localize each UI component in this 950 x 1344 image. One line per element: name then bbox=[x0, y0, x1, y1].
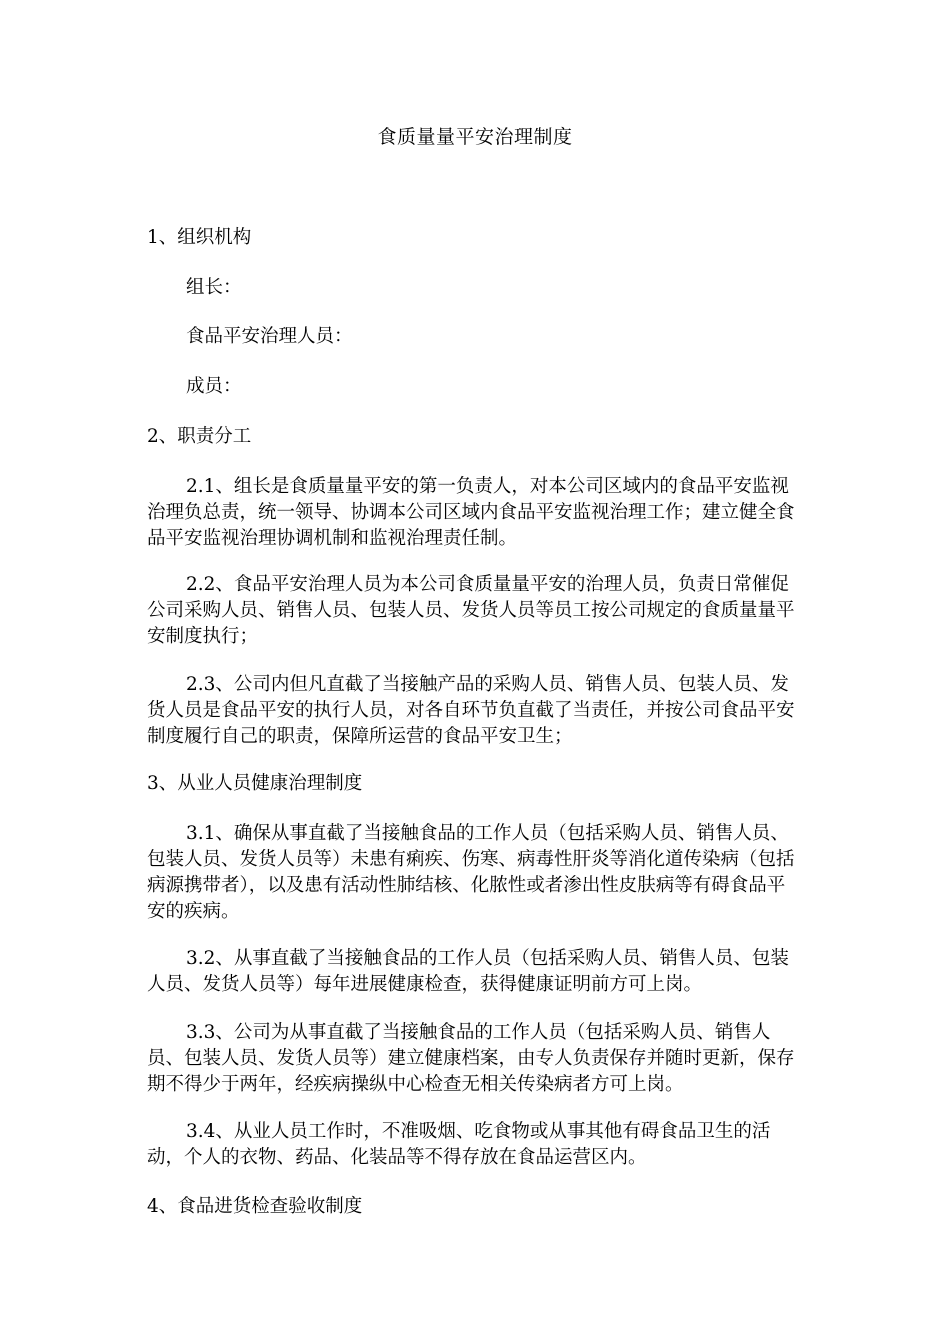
section-heading-organization: 1、组织机构 bbox=[147, 227, 252, 248]
section-heading-responsibilities: 2、职责分工 bbox=[147, 426, 252, 447]
section-heading-incoming-inspection: 4、食品进货检查验收制度 bbox=[147, 1196, 363, 1217]
org-item-leader: 组长： bbox=[186, 277, 242, 298]
paragraph-3-3: 3.3、公司为从事直截了当接触食品的工作人员（包括采购人员、销售人员、包装人员、发货人员等）建立健康档案，由专人负责保存并随时更新，保存期不得少于两年，经疾病操纵中心检查无相关传染病者方可上岗。 bbox=[147, 1022, 795, 1095]
org-item-safety-manager: 食品平安治理人员： bbox=[186, 326, 353, 347]
section-heading-health-management: 3、从业人员健康治理制度 bbox=[147, 773, 363, 794]
org-item-members: 成员： bbox=[186, 376, 242, 397]
paragraph-2-2: 2.2、食品平安治理人员为本公司食质量量平安的治理人员，负责日常催促公司采购人员、销售人员、包装人员、发货人员等员工按公司规定的食质量量平安制度执行； bbox=[147, 574, 795, 647]
document-title: 食质量量平安治理制度 bbox=[377, 126, 573, 148]
paragraph-3-2: 3.2、从事直截了当接触食品的工作人员（包括采购人员、销售人员、包装人员、发货人员等）每年进展健康检查，获得健康证明前方可上岗。 bbox=[147, 948, 789, 995]
paragraph-3-4: 3.4、从业人员工作时，不准吸烟、吃食物或从事其他有碍食品卫生的活动，个人的衣物、药品、化装品等不得存放在食品运营区内。 bbox=[147, 1121, 771, 1168]
paragraph-2-3: 2.3、公司内但凡直截了当接触产品的采购人员、销售人员、包装人员、发货人员是食品平安的执行人员，对各自环节负直截了当责任，并按公司食品平安制度履行自己的职责，保障所运营的食品平安卫生； bbox=[147, 674, 795, 747]
paragraph-2-1: 2.1、组长是食质量量平安的第一负责人，对本公司区域内的食品平安监视治理负总责，统一领导、协调本公司区域内食品平安监视治理工作；建立健全食品平安监视治理协调机制和监视治理责任制。 bbox=[147, 476, 795, 549]
paragraph-3-1: 3.1、确保从事直截了当接触食品的工作人员（包括采购人员、销售人员、包装人员、发货人员等）未患有痢疾、伤寒、病毒性肝炎等消化道传染病（包括病源携带者），以及患有活动性肺结核、化脓性或者渗出性皮肤病等有碍食品平安的疾病。 bbox=[147, 823, 795, 922]
